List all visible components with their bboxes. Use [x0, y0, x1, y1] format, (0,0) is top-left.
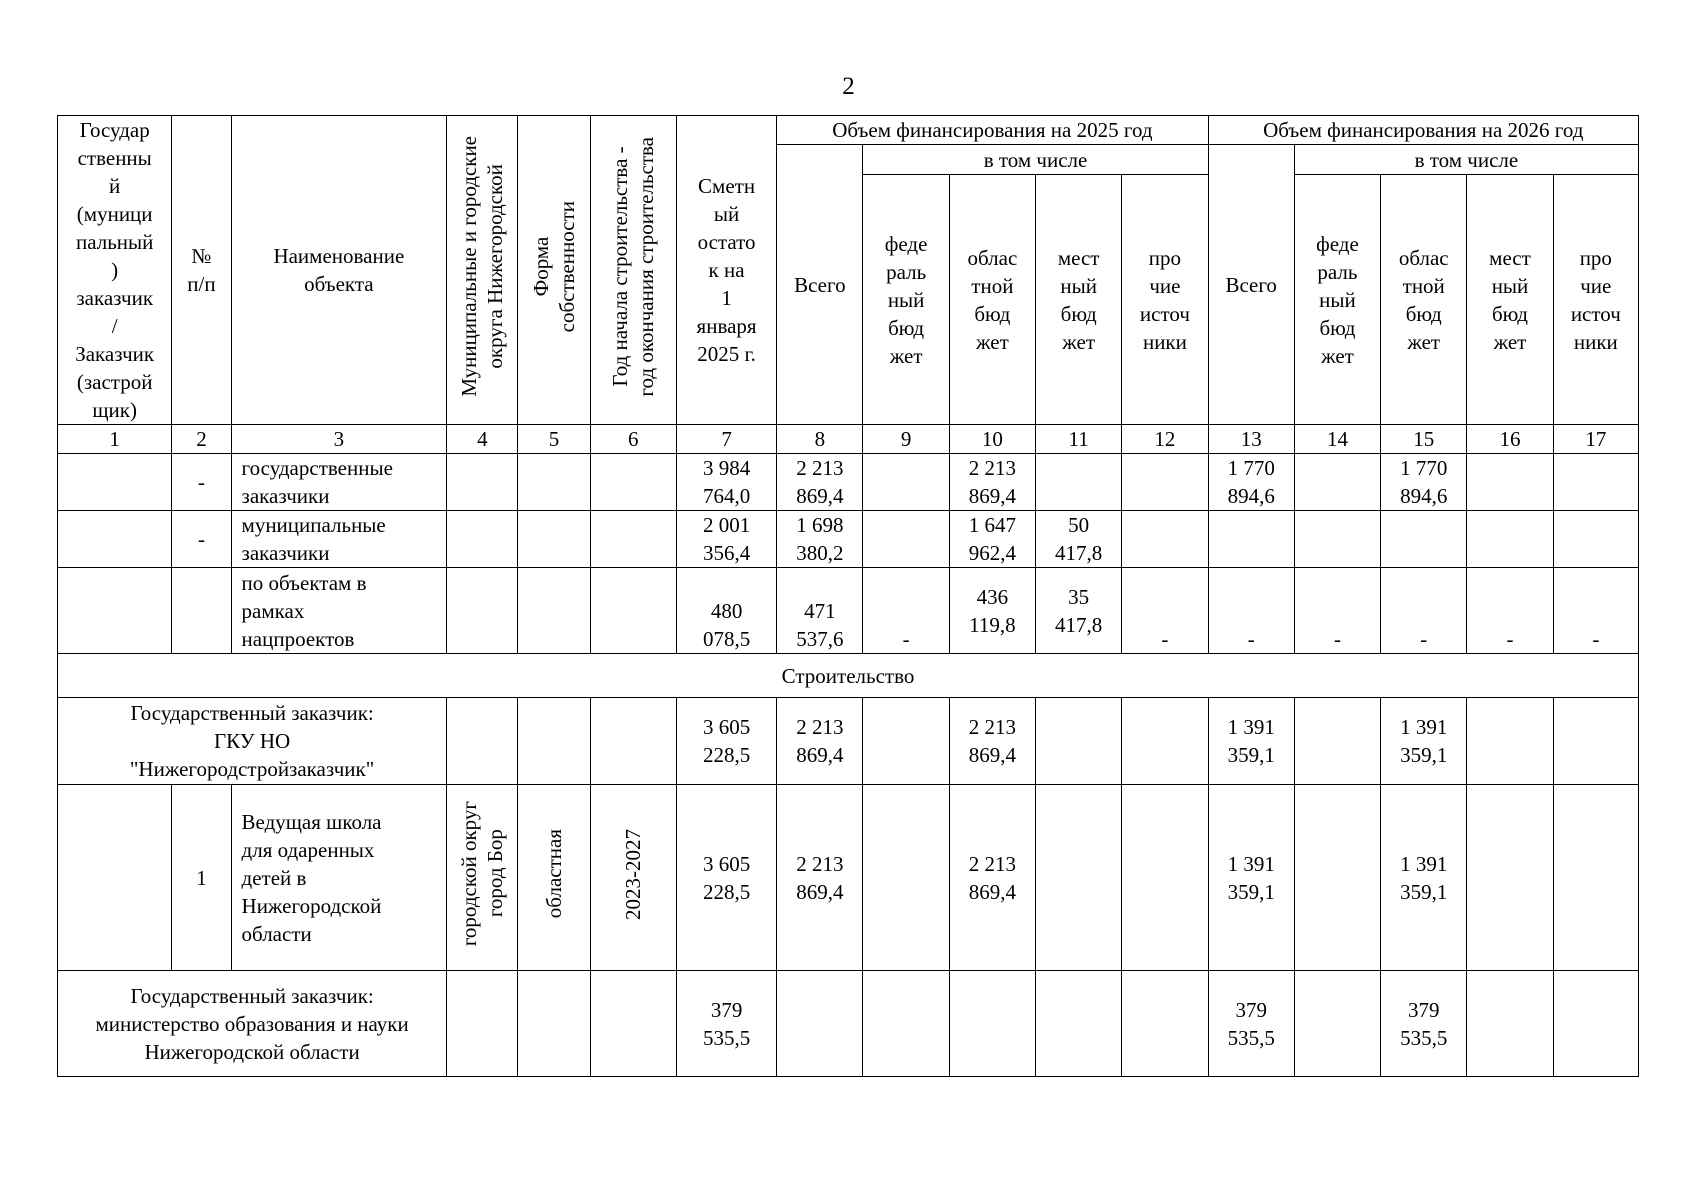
header-total-2025: Всего [777, 145, 863, 425]
table-row-municipal-customers [58, 511, 1639, 568]
col-number: 9 [863, 425, 949, 454]
col-number: 2 [172, 425, 231, 454]
row-name: Ведущая школа для одаренных детей в Нижегородской области [231, 785, 447, 971]
cell-regional-2026: 1 391 359,1 [1381, 785, 1467, 971]
financing-table [57, 115, 1639, 1077]
cell-regional-2025: 1 647 962,4 [949, 511, 1035, 568]
col-number: 6 [590, 425, 676, 454]
cell-local-2025: 35 417,8 [1036, 568, 1122, 654]
page-number: 2 [842, 73, 855, 100]
cell-years: 2023-2027 [590, 785, 676, 971]
row-name: государственные заказчики [231, 454, 447, 511]
header-regional-2026: облас тной бюд жет [1381, 175, 1467, 425]
table-row-national-projects [58, 568, 1639, 654]
col-number: 7 [676, 425, 776, 454]
cell-total-2025: 2 213 869,4 [777, 454, 863, 511]
header-name: Наименование объекта [231, 116, 447, 425]
col-number: 11 [1036, 425, 1122, 454]
section-row [58, 654, 1639, 698]
col-number: 8 [777, 425, 863, 454]
cell-estimate: 3 605 228,5 [676, 785, 776, 971]
row-num: 1 [172, 785, 231, 971]
header-federal-2026: феде раль ный бюд жет [1294, 175, 1380, 425]
cell-estimate: 2 001 356,4 [676, 511, 776, 568]
cell-estimate: 379 535,5 [676, 971, 776, 1077]
header-estimate: Сметн ый остато к на 1 января 2025 г. [676, 116, 776, 425]
cell-regional-2026: 1 770 894,6 [1381, 454, 1467, 511]
cell-regional-2026: 379 535,5 [1381, 971, 1467, 1077]
col-number: 10 [949, 425, 1035, 454]
customer-title: Государственный заказчик: министерство образования и науки Нижегородской области [58, 971, 447, 1077]
cell-regional-2025: 2 213 869,4 [949, 785, 1035, 971]
row-num: - [172, 511, 231, 568]
header-num: № п/п [172, 116, 231, 425]
cell-federal-2026: - [1294, 568, 1380, 654]
col-number: 1 [58, 425, 172, 454]
column-numbers-row [58, 425, 1639, 454]
cell-total-2026: 1 391 359,1 [1208, 785, 1294, 971]
customer-title: Государственный заказчик: ГКУ НО "Нижегородстройзаказчик" [58, 698, 447, 785]
cell-local-2025: 50 417,8 [1036, 511, 1122, 568]
cell-municipal: городской округ город Бор [447, 785, 518, 971]
col-number: 4 [447, 425, 518, 454]
header-federal-2025: феде раль ный бюд жет [863, 175, 949, 425]
row-num: - [172, 454, 231, 511]
cell-federal-2025: - [863, 568, 949, 654]
row-name: по объектам в рамках нацпроектов [231, 568, 447, 654]
cell-total-2025: 1 698 380,2 [777, 511, 863, 568]
col-number: 5 [518, 425, 590, 454]
cell-total-2025: 2 213 869,4 [777, 698, 863, 785]
header-total-2026: Всего [1208, 145, 1294, 425]
cell-other-2026: - [1553, 568, 1638, 654]
row-name: муниципальные заказчики [231, 511, 447, 568]
header-regional-2025: облас тной бюд жет [949, 175, 1035, 425]
cell-regional-2026: 1 391 359,1 [1381, 698, 1467, 785]
cell-regional-2025: 2 213 869,4 [949, 698, 1035, 785]
header-fin-2025: Объем финансирования на 2025 год [777, 116, 1208, 145]
cell-total-2026: 1 770 894,6 [1208, 454, 1294, 511]
cell-total-2025: 471 537,6 [777, 568, 863, 654]
header-years: Год начала строительства - год окончания строительства [590, 116, 676, 425]
header-fin-2026: Объем финансирования на 2026 год [1208, 116, 1638, 145]
table-row-state-customers [58, 454, 1639, 511]
header-customer: Государ ственны й (муници пальный ) заказчик / Заказчик (застрой щик) [58, 116, 172, 425]
cell-local-2026: - [1467, 568, 1553, 654]
header-ownership: Форма собственности [518, 116, 590, 425]
col-number: 17 [1553, 425, 1638, 454]
cell-ownership: областная [518, 785, 590, 971]
col-number: 14 [1294, 425, 1380, 454]
cell-total-2026: 1 391 359,1 [1208, 698, 1294, 785]
header-municipal: Муниципальные и городские округа Нижегородской [447, 116, 518, 425]
header-other-2026: про чие источ ники [1553, 175, 1638, 425]
cell-regional-2025: 436 119,8 [949, 568, 1035, 654]
header-local-2025: мест ный бюд жет [1036, 175, 1122, 425]
table-row-ministry [58, 971, 1639, 1077]
cell-regional-2026: - [1381, 568, 1467, 654]
header-including-2025: в том числе [863, 145, 1208, 175]
header-including-2026: в том числе [1294, 145, 1638, 175]
cell-estimate: 480 078,5 [676, 568, 776, 654]
cell-estimate: 3 984 764,0 [676, 454, 776, 511]
cell-total-2026: 379 535,5 [1208, 971, 1294, 1077]
section-title: Строительство [58, 654, 1639, 698]
col-number: 3 [231, 425, 447, 454]
cell-total-2026: - [1208, 568, 1294, 654]
cell-regional-2025: 2 213 869,4 [949, 454, 1035, 511]
col-number: 13 [1208, 425, 1294, 454]
col-number: 15 [1381, 425, 1467, 454]
cell-other-2025: - [1122, 568, 1208, 654]
cell-total-2025: 2 213 869,4 [777, 785, 863, 971]
table-row-school [58, 785, 1639, 971]
col-number: 12 [1122, 425, 1208, 454]
col-number: 16 [1467, 425, 1553, 454]
cell-estimate: 3 605 228,5 [676, 698, 776, 785]
header-local-2026: мест ный бюд жет [1467, 175, 1553, 425]
table-row-gku [58, 698, 1639, 785]
header-other-2025: про чие источ ники [1122, 175, 1208, 425]
